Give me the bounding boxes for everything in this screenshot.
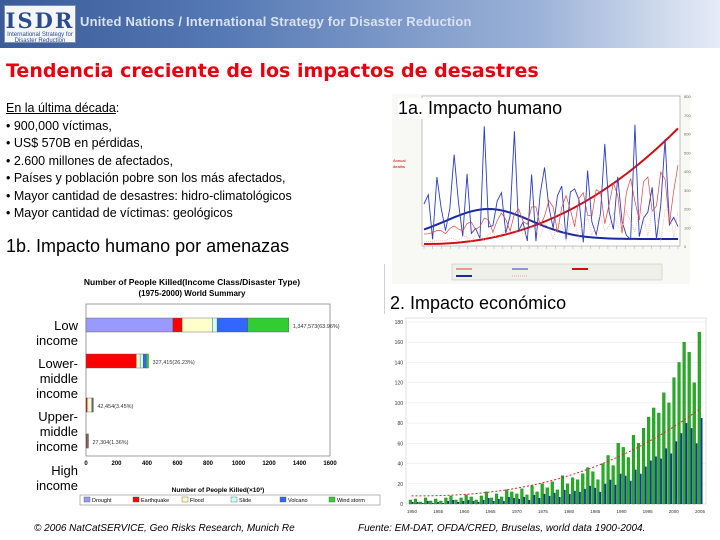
bar bbox=[419, 502, 422, 504]
bar bbox=[536, 492, 539, 504]
bar bbox=[599, 492, 601, 504]
summary-item: • Países y población pobre son los más afectados, bbox=[6, 171, 286, 185]
bar bbox=[490, 498, 493, 504]
bar bbox=[409, 500, 412, 504]
bar bbox=[455, 500, 458, 504]
x-tick-label: 1990 bbox=[616, 509, 627, 514]
legend-swatch bbox=[329, 497, 335, 502]
bar bbox=[473, 501, 475, 504]
legend-entry: Drought bbox=[92, 498, 112, 504]
legend-entry: Wind storm bbox=[337, 498, 365, 504]
bar bbox=[670, 453, 672, 504]
bar bbox=[680, 433, 682, 504]
bar-segment bbox=[182, 318, 213, 332]
bar bbox=[602, 464, 605, 504]
bar bbox=[640, 474, 642, 504]
bar-segment bbox=[143, 354, 146, 368]
bar bbox=[533, 495, 535, 504]
footer-credit: © 2006 NatCatSERVICE, Geo Risks Research, Munich Re bbox=[34, 523, 295, 534]
x-tick-label: 1400 bbox=[292, 461, 307, 467]
bar bbox=[701, 418, 703, 504]
economic-impact-plot bbox=[384, 314, 714, 518]
bar bbox=[422, 503, 424, 504]
bar bbox=[662, 393, 665, 504]
fig1b-label: 1b. Impacto humano por amenazas bbox=[6, 236, 290, 256]
bar bbox=[554, 493, 556, 504]
y-tick-label: 180 bbox=[394, 320, 403, 326]
human-impact-plot bbox=[392, 94, 690, 284]
svg-text:deaths: deaths bbox=[393, 164, 406, 169]
x-tick-label: 2005 bbox=[694, 509, 706, 514]
bar bbox=[452, 500, 454, 504]
legend-swatch bbox=[133, 497, 139, 502]
y-tick-label: 200 bbox=[684, 206, 691, 212]
bar bbox=[655, 456, 657, 504]
logo-subtext: International Strategy for Disaster Reduction bbox=[7, 32, 73, 44]
x-tick-label: 1955 bbox=[433, 509, 444, 514]
bar bbox=[508, 497, 510, 504]
killed-by-hazard-chart bbox=[0, 264, 385, 516]
bar bbox=[523, 497, 525, 504]
y-tick-label: 40 bbox=[397, 461, 403, 468]
bar bbox=[566, 484, 569, 504]
bar bbox=[665, 448, 667, 504]
logo-text: ISDR bbox=[5, 8, 75, 33]
economic-impact-chart bbox=[384, 314, 714, 518]
bar bbox=[569, 494, 571, 504]
bar-segment bbox=[173, 318, 182, 332]
category-label: Lower-middle income bbox=[36, 356, 78, 401]
bar bbox=[447, 501, 449, 504]
bar bbox=[505, 490, 508, 504]
data-label: 27,304(1.36%) bbox=[92, 440, 129, 446]
category-label: Low income bbox=[36, 318, 78, 348]
bar-segment bbox=[140, 354, 143, 368]
bar bbox=[424, 498, 427, 504]
bar bbox=[475, 500, 478, 504]
bar bbox=[549, 496, 551, 504]
bar bbox=[450, 496, 453, 504]
bar bbox=[673, 378, 676, 504]
bar bbox=[541, 484, 544, 504]
bar bbox=[515, 494, 518, 504]
org-title: United Nations / International Strategy for Disaster Reduction bbox=[80, 14, 472, 29]
bar bbox=[617, 443, 620, 504]
bar bbox=[457, 502, 459, 504]
bar bbox=[645, 467, 647, 504]
y-tick-label: 20 bbox=[397, 481, 403, 488]
bar bbox=[556, 490, 559, 504]
bar bbox=[444, 498, 447, 504]
category-label: Upper-middle income bbox=[36, 409, 78, 454]
bar bbox=[678, 362, 681, 504]
y-tick-label: 600 bbox=[684, 131, 691, 137]
bar-segment bbox=[217, 318, 248, 332]
bar-segment bbox=[87, 398, 92, 412]
x-tick-label: 1000 bbox=[231, 461, 246, 467]
bar bbox=[429, 501, 432, 504]
bar bbox=[584, 489, 586, 504]
x-tick-label: 1980 bbox=[564, 509, 575, 514]
y-tick-label: 800 bbox=[684, 94, 691, 99]
bar bbox=[657, 413, 660, 504]
bar bbox=[579, 492, 581, 504]
bar bbox=[439, 501, 442, 504]
bar bbox=[683, 342, 686, 504]
x-tick-label: 600 bbox=[172, 461, 183, 467]
human-impact-chart bbox=[392, 94, 690, 284]
legend-swatch bbox=[280, 497, 286, 502]
x-tick-label: 1975 bbox=[537, 509, 548, 514]
bar bbox=[531, 486, 534, 504]
bar bbox=[607, 455, 610, 504]
bar bbox=[480, 496, 483, 504]
bar bbox=[551, 482, 554, 504]
footer-source: Fuente: EM-DAT, OFDA/CRED, Bruselas, world data 1900-2004. bbox=[358, 523, 646, 534]
bar bbox=[637, 443, 640, 504]
bar bbox=[498, 499, 500, 504]
bar bbox=[604, 484, 606, 504]
summary-item: • Mayor cantidad de víctimas: geológicos bbox=[6, 206, 233, 220]
bar-segment bbox=[136, 354, 140, 368]
bar bbox=[539, 498, 541, 504]
bar bbox=[528, 500, 530, 504]
y-tick-label: 500 bbox=[684, 150, 691, 156]
bar bbox=[437, 502, 439, 504]
bar bbox=[698, 332, 701, 504]
bar bbox=[586, 468, 589, 504]
y-tick-label: 100 bbox=[394, 400, 403, 407]
x-tick-label: 0 bbox=[84, 461, 88, 467]
y-tick-label: 140 bbox=[394, 360, 403, 367]
bar bbox=[414, 499, 417, 504]
x-tick-label: 2000 bbox=[668, 509, 679, 514]
bar bbox=[686, 423, 688, 504]
legend-entry: Slide bbox=[239, 498, 252, 504]
bar bbox=[470, 497, 473, 504]
bar bbox=[564, 490, 566, 504]
svg-text:Annual: Annual bbox=[393, 158, 406, 163]
bar bbox=[526, 495, 529, 504]
x-tick-label: 1970 bbox=[511, 509, 522, 514]
bar bbox=[612, 466, 615, 504]
bar bbox=[510, 492, 513, 504]
bar bbox=[412, 502, 414, 504]
bar bbox=[427, 501, 429, 504]
x-tick-label: 1965 bbox=[485, 509, 496, 514]
bar bbox=[518, 499, 520, 504]
bar bbox=[609, 480, 611, 504]
summary-item: • US$ 570B en pérdidas, bbox=[6, 136, 144, 150]
bar bbox=[627, 457, 630, 504]
bar bbox=[615, 485, 617, 504]
bar bbox=[688, 352, 691, 504]
x-tick-label: 1950 bbox=[406, 509, 418, 514]
bar bbox=[559, 497, 561, 504]
data-label: 327,415(26.23%) bbox=[152, 360, 195, 366]
y-tick-label: 120 bbox=[394, 380, 403, 387]
bar bbox=[620, 474, 622, 504]
x-tick-label: 800 bbox=[202, 461, 214, 467]
y-tick-label: 0 bbox=[400, 502, 403, 508]
y-tick-label: 80 bbox=[397, 421, 403, 428]
fig1a-label: 1a. Impacto humano bbox=[398, 98, 563, 118]
summary-heading: En la última década: bbox=[6, 101, 120, 115]
bar bbox=[434, 499, 437, 504]
legend-swatch bbox=[182, 497, 188, 502]
x-tick-label: 1960 bbox=[459, 509, 470, 514]
bar-segment bbox=[146, 354, 148, 368]
bar bbox=[495, 494, 498, 504]
data-label: 1,347,573(63.96%) bbox=[292, 324, 340, 330]
bar bbox=[691, 428, 693, 504]
bar bbox=[696, 443, 698, 504]
bar bbox=[652, 408, 655, 504]
bar bbox=[660, 459, 662, 505]
bar-segment bbox=[213, 318, 218, 332]
bar bbox=[544, 494, 546, 504]
bar bbox=[647, 417, 650, 504]
y-tick-label: 160 bbox=[394, 340, 403, 347]
y-tick-label: 0 bbox=[684, 244, 687, 249]
bar bbox=[632, 435, 635, 504]
summary-list bbox=[6, 100, 292, 223]
fig2-label: 2. Impacto económico bbox=[390, 293, 567, 313]
x-tick-label: 200 bbox=[111, 461, 122, 467]
x-tick-label: 1200 bbox=[262, 461, 276, 467]
x-tick-label: 400 bbox=[141, 461, 153, 467]
x-axis-label: Number of People Killed(×10³) bbox=[171, 487, 265, 494]
slide-title: Tendencia creciente de los impactos de desastres bbox=[6, 60, 539, 82]
bar bbox=[500, 497, 503, 504]
legend-swatch bbox=[231, 497, 237, 502]
bar bbox=[571, 478, 574, 504]
bar bbox=[546, 488, 549, 504]
bar bbox=[503, 501, 505, 504]
bar bbox=[675, 441, 677, 504]
y-tick-label: 60 bbox=[397, 441, 403, 448]
bar bbox=[693, 383, 696, 504]
legend-entry: Earthquake bbox=[141, 498, 170, 504]
y-tick-label: 700 bbox=[684, 112, 691, 118]
category-label: High income bbox=[36, 463, 78, 493]
bar bbox=[432, 503, 434, 504]
bar bbox=[521, 489, 524, 504]
bar bbox=[488, 498, 490, 504]
bar bbox=[574, 491, 576, 504]
y-tick-label: 400 bbox=[684, 169, 691, 174]
bar bbox=[460, 498, 463, 504]
isdr-logo bbox=[4, 5, 76, 43]
bar-segment bbox=[248, 318, 289, 332]
legend-swatch bbox=[84, 497, 90, 502]
bar-segment bbox=[86, 354, 136, 368]
bar bbox=[478, 502, 480, 504]
bar bbox=[483, 500, 485, 504]
header-banner bbox=[0, 0, 720, 48]
bar bbox=[591, 472, 594, 504]
chart-title: Number of People Killed(Income Class/Disaster Type) bbox=[83, 277, 301, 287]
bar bbox=[625, 476, 627, 504]
bar bbox=[668, 403, 671, 504]
bar bbox=[561, 476, 564, 504]
bar bbox=[462, 501, 464, 504]
summary-item: • 2.600 millones de afectados, bbox=[6, 153, 173, 168]
bar bbox=[589, 486, 591, 504]
summary-item: • Mayor cantidad de desastres: hidro-climatológicos bbox=[6, 188, 292, 203]
bar bbox=[622, 447, 625, 504]
legend-entry: Volcano bbox=[288, 498, 308, 504]
bar bbox=[465, 495, 468, 504]
bar bbox=[597, 480, 600, 504]
y-tick-label: 300 bbox=[684, 187, 691, 193]
bar bbox=[642, 428, 645, 504]
bar bbox=[493, 501, 495, 504]
bar bbox=[650, 461, 652, 504]
bar bbox=[576, 480, 579, 504]
bar bbox=[630, 481, 632, 504]
bar bbox=[635, 470, 637, 504]
y-tick-label: 100 bbox=[684, 225, 691, 231]
chart-subtitle: (1975-2000) World Summary bbox=[138, 289, 246, 298]
summary-item: • 900,000 víctimas, bbox=[6, 118, 112, 133]
bar-segment bbox=[86, 318, 173, 332]
bar bbox=[581, 474, 584, 504]
x-tick-label: 1995 bbox=[642, 509, 653, 514]
bar bbox=[594, 488, 596, 504]
bar bbox=[417, 502, 419, 504]
bar bbox=[442, 503, 444, 504]
bar bbox=[485, 492, 488, 504]
bar bbox=[468, 500, 470, 504]
x-tick-label: 1600 bbox=[323, 461, 337, 467]
legend-entry: Flood bbox=[190, 498, 204, 504]
data-label: 42,454(3.45%) bbox=[97, 404, 134, 410]
x-tick-label: 1985 bbox=[590, 509, 601, 514]
bar bbox=[513, 498, 515, 504]
